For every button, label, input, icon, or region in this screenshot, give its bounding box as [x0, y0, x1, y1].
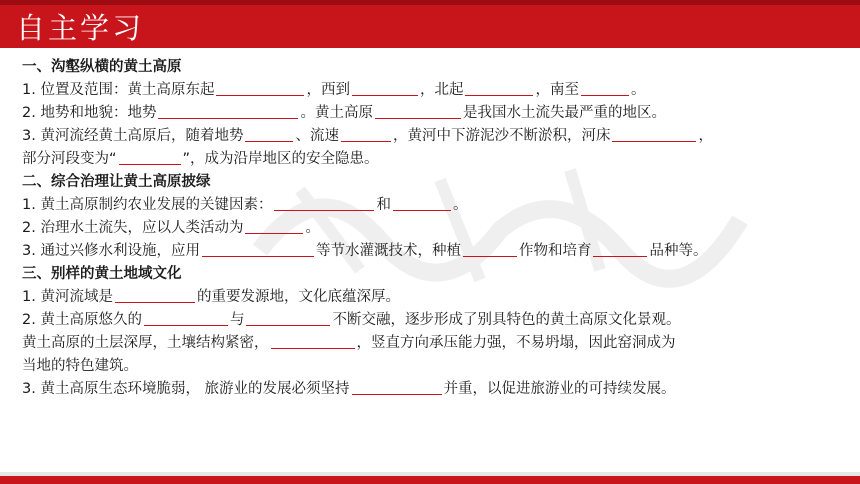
question-line — [22, 240, 852, 263]
answer-blank[interactable] — [465, 79, 533, 96]
answer-blank[interactable] — [393, 194, 451, 211]
answer-blank[interactable] — [119, 148, 181, 165]
answer-blank[interactable] — [245, 125, 293, 142]
question-line — [22, 217, 852, 240]
question-line — [22, 102, 852, 125]
answer-blank[interactable] — [463, 240, 517, 257]
text: 与 — [229, 312, 245, 328]
answer-blank[interactable] — [202, 240, 314, 257]
answer-blank[interactable] — [375, 102, 461, 119]
answer-blank[interactable] — [271, 332, 355, 349]
text: 作物和培育 — [518, 243, 592, 259]
question-line — [22, 309, 852, 332]
section-heading: 一、沟壑纵横的黄土高原 — [22, 59, 182, 75]
question-line — [22, 125, 852, 148]
text: ，南至 — [535, 82, 579, 98]
text: ，西到 — [306, 82, 350, 98]
text: 2. 地势和地貌：地势 — [22, 105, 157, 121]
page-title: 自主学习 — [16, 11, 145, 45]
banner-stripe — [0, 0, 860, 5]
text: 3. 通过兴修水利设施，应用 — [22, 243, 200, 259]
question-line — [22, 148, 852, 171]
section-heading: 三、别样的黄土地域文化 — [22, 266, 182, 282]
text: ，北起 — [419, 82, 464, 98]
footer-bar — [0, 476, 860, 484]
study-content — [22, 56, 852, 401]
answer-blank[interactable] — [144, 309, 228, 326]
text: 不断交融，逐步形成了别具特色的黄土高原文化景观。 — [332, 312, 681, 328]
text: 并重，以促进旅游业的可持续发展。 — [443, 381, 676, 397]
text: 。 — [452, 197, 468, 213]
text: 1. 黄河流域是 — [22, 289, 113, 305]
answer-blank[interactable] — [612, 125, 696, 142]
text: ，黄河中下游泥沙不断淤积，河床 — [392, 128, 611, 144]
text: 黄土高原的土层深厚，土壤结构紧密， — [22, 335, 269, 351]
question-line — [22, 378, 852, 401]
text: 部分河段变为“ — [22, 151, 117, 167]
answer-blank[interactable] — [352, 378, 442, 395]
answer-blank[interactable] — [341, 125, 391, 142]
answer-blank[interactable] — [581, 79, 629, 96]
text: 。 — [630, 82, 646, 98]
text: 当地的特色建筑。 — [22, 358, 138, 374]
text: 3. 黄土高原生态环境脆弱， 旅游业的发展必须坚持 — [22, 381, 350, 397]
text: ， — [698, 128, 713, 144]
question-line — [22, 194, 852, 217]
answer-blank[interactable] — [246, 309, 330, 326]
answer-blank[interactable] — [216, 79, 304, 96]
section-heading: 二、综合治理让黄土高原披绿 — [22, 174, 211, 190]
answer-blank[interactable] — [245, 217, 303, 234]
text: 品种等。 — [649, 243, 708, 259]
answer-blank[interactable] — [158, 102, 298, 119]
answer-blank[interactable] — [274, 194, 374, 211]
text: 2. 黄土高原悠久的 — [22, 312, 142, 328]
text: 、流速 — [295, 128, 339, 144]
text: 等节水灌溉技术，种植 — [315, 243, 461, 259]
answer-blank[interactable] — [593, 240, 647, 257]
question-line — [22, 332, 852, 355]
answer-blank[interactable] — [115, 286, 195, 303]
question-line — [22, 355, 852, 378]
text: 1. 黄土高原制约农业发展的关键因素： — [22, 197, 273, 213]
text: 2. 治理水土流失，应以人类活动为 — [22, 220, 244, 236]
question-line — [22, 286, 852, 309]
text: 和 — [376, 197, 391, 213]
text: 1. 位置及范围：黄土高原东起 — [22, 82, 215, 98]
question-line — [22, 79, 852, 102]
title-banner — [0, 0, 860, 48]
text: 的重要发源地，文化底蕴深厚。 — [196, 289, 400, 305]
text: 。 — [305, 220, 320, 236]
answer-blank[interactable] — [352, 79, 418, 96]
text: ，竖直方向承压能力强，不易坍塌，因此窑洞成为 — [356, 335, 676, 351]
text: 。黄土高原 — [300, 105, 373, 121]
text: 是我国水土流失最严重的地区。 — [462, 105, 666, 121]
text: 3. 黄河流经黄土高原后，随着地势 — [22, 128, 244, 144]
text: ”，成为沿岸地区的安全隐患。 — [182, 151, 379, 167]
